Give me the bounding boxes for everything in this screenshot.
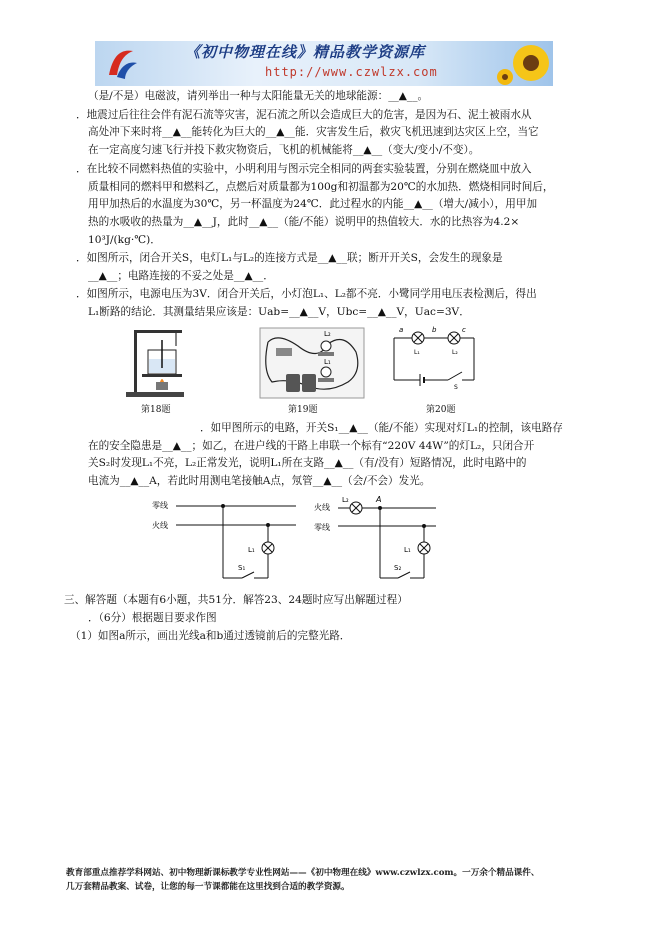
- site-title: 《初中物理在线》精品教学资源库: [185, 43, 426, 61]
- fig20-point-a: a: [399, 326, 404, 334]
- text-line: 在一定高度匀速飞行并投下救灾物资后，飞机的机械能将__▲__（变大/变小/不变）。: [88, 144, 480, 156]
- site-logo-icon: [103, 45, 141, 83]
- sunflower-icon: [493, 41, 553, 86]
- fig20-label-l2: L₂: [452, 349, 458, 356]
- footer-line-2: 几万套精品教案、试卷，让您的每一节课都能在这里找到合适的教学资源。: [66, 882, 350, 892]
- text-line: （是/不是）电磁波，请列举出一种与太阳能量无关的地球能源：__▲__。: [88, 90, 429, 102]
- text-line: 用甲加热后的水温度为30℃，另一杯温度为24℃．此过程水的内能__▲__（增大/减小），用甲加: [88, 198, 538, 210]
- neutral-label: 零线: [152, 501, 168, 510]
- text-line: 在的安全隐患是__▲__；如乙，在进户线的干路上串联一个标有“220V 44W”的灯L₂，只闭合开: [88, 440, 535, 452]
- question-20-line: ．如甲图所示的电路，开关S₁__▲__（能/不能）实现对灯L₁的控制，该电路存: [200, 422, 563, 434]
- fig19-label-l2: L₂: [324, 330, 331, 338]
- figure-19-circuit-photo: [258, 322, 366, 400]
- text-line: 10³J/(kg·℃)．: [88, 234, 161, 246]
- fig20-label-l1: L₁: [414, 349, 420, 356]
- text-line: 质量相同的燃料甲和燃料乙，点燃后对质量都为100g和初温都为20℃的水加热．燃烧相同时间后，: [88, 181, 554, 193]
- figure-18-apparatus: [120, 326, 190, 401]
- yi-label-s2: S₂: [394, 564, 402, 572]
- question-17-line: ．在比较不同燃料热值的实验中，小明利用与图示完全相同的两套实验装置，分别在燃烧皿中放入: [76, 163, 532, 175]
- question-16-line: ．地震过后往往会伴有泥石流等灾害，泥石流之所以会造成巨大的危害，是因为石、泥土被雨水从: [76, 109, 532, 121]
- yi-label-l1: L₁: [404, 546, 411, 554]
- figure-20-circuit: [390, 322, 480, 390]
- live-label: 火线: [152, 521, 168, 530]
- text-line: 热的水吸收的热量为__▲__J，此时__▲__（能/不能）说明甲的热值较大．水的比热容为4.2×: [88, 216, 520, 228]
- live-label: 火线: [314, 503, 330, 512]
- text-line: L₁断路的结论．其测量结果应该是：Uab=__▲__V，Ubc=__▲__V，Uac=3V．: [88, 306, 470, 318]
- fig19-label-l1: L₁: [324, 358, 331, 366]
- text-line: 高处冲下来时将__▲__能转化为巨大的__▲__能．灾害发生后，救灾飞机迅速到达灾区上空，当它: [88, 126, 539, 138]
- neutral-label: 零线: [314, 523, 330, 532]
- figure-20-caption: 第20题: [426, 405, 456, 415]
- fig20-point-b: b: [432, 326, 437, 334]
- household-circuit-yi: [310, 494, 440, 584]
- figure-18-caption: 第18题: [141, 405, 171, 415]
- figure-19-caption: 第19题: [288, 405, 318, 415]
- fig20-point-c: c: [462, 326, 466, 334]
- question-18-line: ．如图所示，闭合开关S，电灯L₁与L₂的连接方式是__▲__联；断开开关S，会发生的现象是: [76, 252, 503, 264]
- page-footer: [66, 866, 626, 894]
- question-19-line: ．如图所示，电源电压为3V．闭合开关后，小灯泡L₁、L₂都不亮．小鹭同学用电压表检测后，得出: [76, 288, 537, 300]
- jia-label-l1: L₁: [248, 546, 255, 554]
- text-line: 关S₂时发现L₁不亮，L₂正常发光，说明L₁所在支路__▲__（有/没有）短路情况，此时电路中的: [88, 457, 527, 469]
- yi-label-l2: L₂: [342, 496, 349, 504]
- yi-point-a: A: [376, 495, 382, 504]
- footer-line-1: 教育部重点推荐学科网站、初中物理新课标教学专业性网站——《初中物理在线》www.czwlzx.com。一万余个精品课件、: [66, 868, 540, 878]
- jia-label-s1: S₁: [238, 564, 246, 572]
- fig20-switch-label: S: [454, 384, 458, 390]
- household-circuit-jia: [150, 496, 300, 584]
- text-line: 电流为__▲__A，若此时用测电笔接触A点，氖管__▲__（会/不会）发光。: [88, 475, 431, 487]
- section-3-heading: 三、解答题（本题有6小题，共51分．解答23、24题时应写出解题过程）: [64, 594, 408, 606]
- site-url[interactable]: http://www.czwlzx.com: [265, 65, 438, 79]
- question-21-line: ．（6分）根据题目要求作图: [88, 612, 217, 624]
- question-21-part-1: （1）如图a所示，画出光线a和b通过透镜前后的完整光路．: [70, 630, 351, 642]
- header-banner: [95, 41, 553, 86]
- text-line: __▲__；电路连接的不妥之处是__▲__．: [88, 270, 274, 282]
